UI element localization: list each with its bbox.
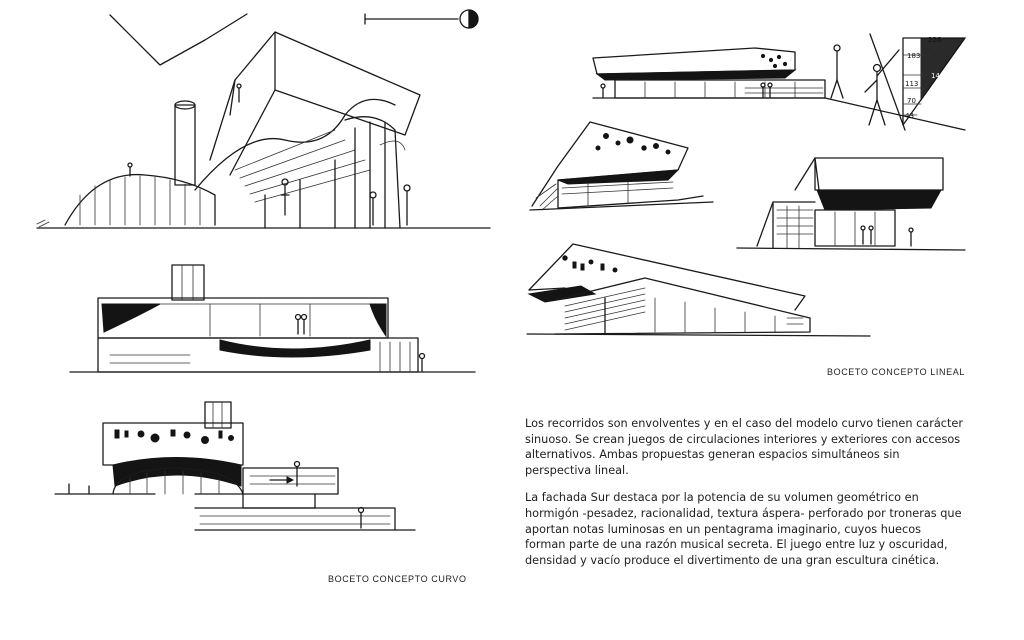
description-text bbox=[525, 416, 965, 580]
curved-perspective-sketch bbox=[35, 10, 490, 235]
modulor-label: 43 bbox=[905, 112, 914, 120]
curved-section-sketch bbox=[55, 398, 415, 536]
paragraph-circulation: Los recorridos son envolventes y en el caso del modelo curvo tienen carácter sinuoso. Se crean juegos de circulaciones interiores y exteriores con accesos alternativos. Ambas propuestas generan espacios simultáneos sin perspectiva lineal. bbox=[525, 417, 964, 477]
modulor-label: 183 bbox=[907, 52, 921, 60]
linear-perspective-sketch-3 bbox=[525, 238, 870, 340]
curved-elevation-sketch bbox=[70, 260, 475, 378]
modulor-label: 70 bbox=[907, 97, 916, 105]
caption-curved-concept: BOCETO CONCEPTO CURVO bbox=[328, 574, 467, 584]
modulor-label: 140 bbox=[931, 72, 945, 80]
caption-linear-concept: BOCETO CONCEPTO LINEAL bbox=[827, 367, 965, 377]
linear-perspective-sketch-1 bbox=[528, 118, 718, 218]
modulor-label: 226 bbox=[928, 36, 942, 44]
paragraph-south-facade: La fachada Sur destaca por la potencia de su volumen geométrico en hormigón -pesadez, racionalidad, textura áspera- perforado por troneras que aportan notas luminosas en un pentagrama imaginario, cuyos huecos forman parte de una razón musical secreta. El juego entre luz y oscuridad, densidad y vacío produce el divertimento de una gran escultura cinética. bbox=[525, 491, 962, 567]
modulor-label: 113 bbox=[905, 80, 919, 88]
